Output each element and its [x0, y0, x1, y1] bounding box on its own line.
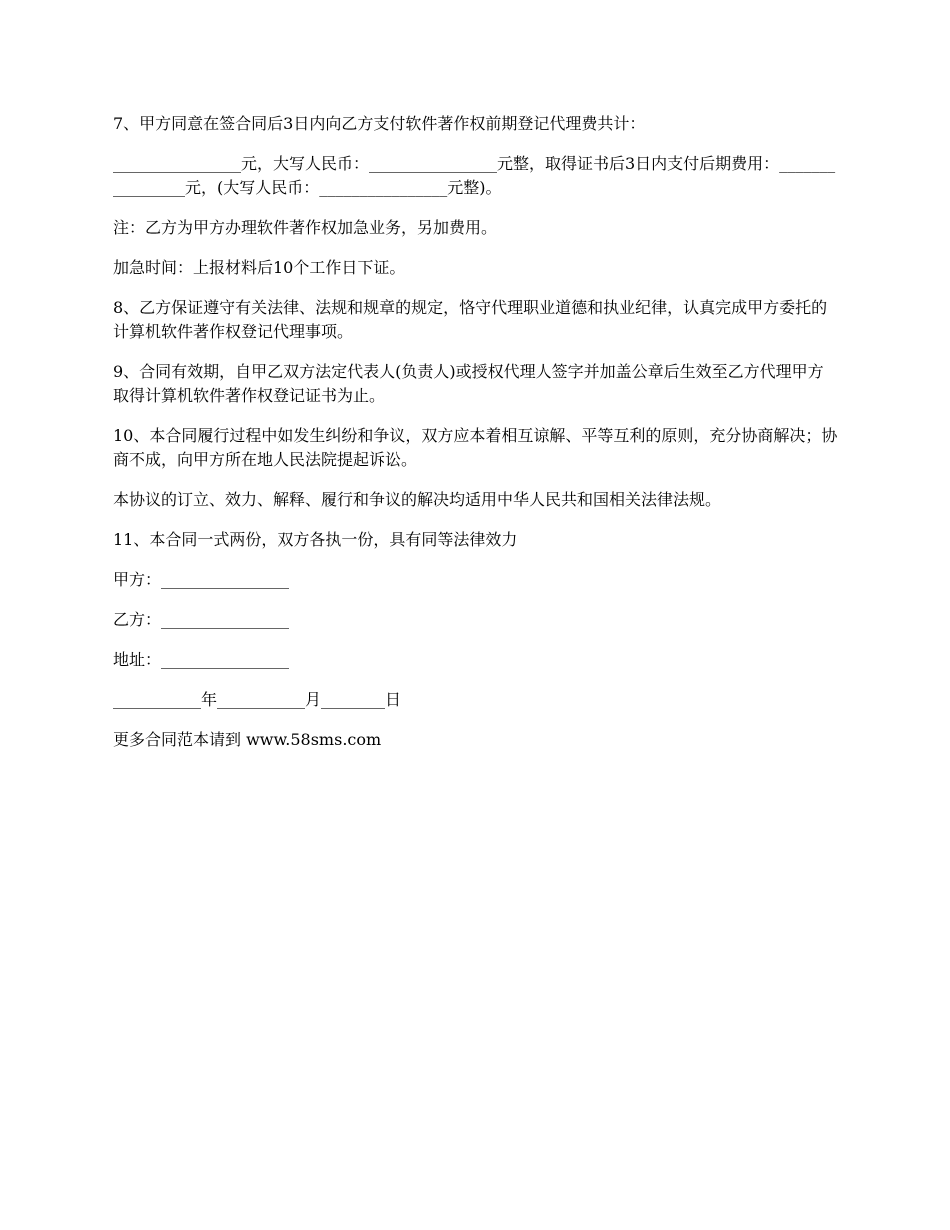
clause-9: 9、合同有效期，自甲乙双方法定代表人(负责人)或授权代理人签字并加盖公章后生效至乙方代理甲方取得计算机软件著作权登记证书为止。	[113, 362, 824, 405]
date-line: ___________年___________月________日	[113, 690, 402, 709]
party-a-signature: 甲方：________________	[113, 570, 290, 589]
clause-7-intro: 7、甲方同意在签合同后3日内向乙方支付软件著作权前期登记代理费共计：	[113, 114, 646, 133]
clause-11: 11、本合同一式两份，双方各执一份，具有同等法律效力	[113, 530, 518, 549]
contract-page	[113, 112, 838, 768]
note-urgent-time: 加急时间：上报材料后10个工作日下证。	[113, 258, 406, 277]
clause-8: 8、乙方保证遵守有关法律、法规和规章的规定，恪守代理职业道德和执业纪律，认真完成甲方委托的计算机软件著作权登记代理事项。	[113, 298, 828, 341]
footer-link-text: 更多合同范本请到 www.58sms.com	[113, 730, 382, 749]
party-b-signature: 乙方：________________	[113, 610, 290, 629]
note-urgent-fee: 注：乙方为甲方办理软件著作权加急业务，另加费用。	[113, 218, 498, 237]
address-line: 地址：________________	[113, 650, 290, 669]
clause-7-fees: ________________元，大写人民币：________________元整，取得证书后3日内支付后期费用：________________元，(大写人民币：________________元整)。	[113, 154, 836, 197]
clause-10: 10、本合同履行过程中如发生纠纷和争议，双方应本着相互谅解、平等互利的原则，充分协商解决；协商不成，向甲方所在地人民法院提起诉讼。	[113, 426, 838, 469]
governing-law: 本协议的订立、效力、解释、履行和争议的解决均适用中华人民共和国相关法律法规。	[113, 490, 722, 509]
